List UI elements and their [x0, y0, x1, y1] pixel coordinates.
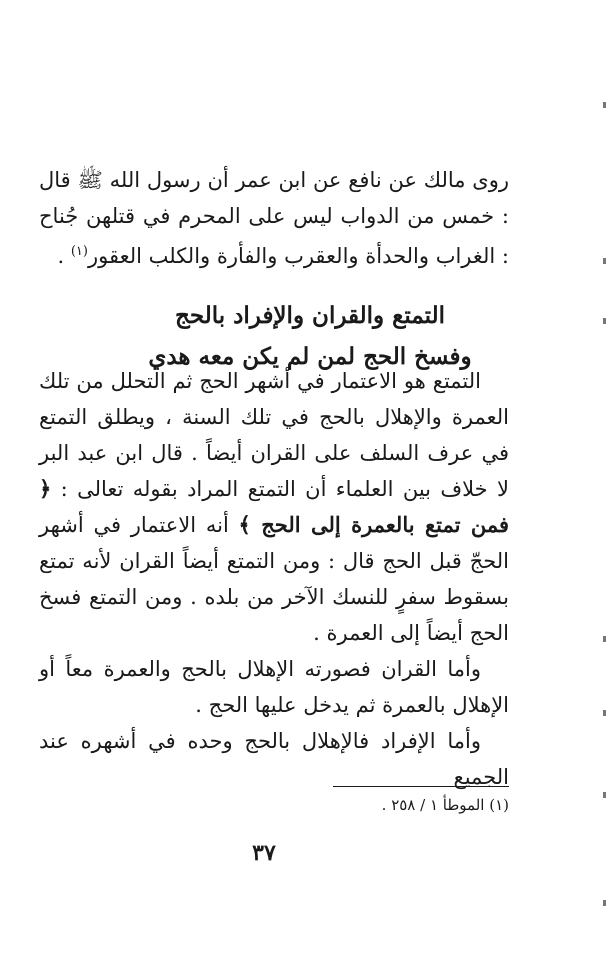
body-paragraph-qiran: وأما القران فصورته الإهلال بالحج والعمرة معاً أو الإهلال بالعمرة ثم يدخل عليها الحج .	[39, 657, 509, 717]
scan-edge-mark	[603, 318, 606, 324]
tamattu-text-1: التمتع هو الاعتمار في أشهر الحج ثم التحلل من تلك العمرة والإهلال بالحج في تلك السنة ، ويطلق التمتع في عرف السلف على القران أيضاً . قال ابن عبد البر لا خلاف بين العلماء أن التمتع المراد بقوله تعالى :	[39, 369, 509, 501]
hadith-end: .	[57, 244, 71, 268]
footnote: (١) الموطأ ١ / ٢٥٨ .	[381, 796, 509, 814]
scan-edge-mark	[603, 792, 606, 798]
page-number: ٣٧	[252, 840, 276, 866]
section-heading-line1: التمتع والقران والإفراد بالحج	[175, 302, 445, 329]
footnote-reference: (١)	[70, 244, 88, 259]
scan-edge-mark	[603, 102, 606, 108]
quran-quote: ﴿ فمن تمتع بالعمرة إلى الحج ﴾	[39, 476, 509, 537]
hadith-paragraph	[39, 162, 509, 274]
tamattu-text-2: أنه الاعتمار في أشهر الحجّ قبل الحج قال : ومن التمتع أيضاً القران لأنه تمتع بسقوط سفرٍ للنسك الآخر من بلده . ومن التمتع فسخ الحج أيضاً إلى العمرة .	[39, 513, 509, 645]
scan-edge-mark	[603, 258, 606, 264]
body-paragraph-tamattu	[39, 363, 509, 651]
scan-edge-mark	[603, 900, 606, 906]
body-text	[39, 363, 509, 795]
scan-edge-mark	[603, 636, 606, 642]
section-heading-line2: وفسخ الحج لمن لم يكن معه هدي	[148, 343, 472, 370]
footnote-divider	[333, 786, 509, 787]
scan-edge-mark	[603, 710, 606, 716]
hadith-text: روى مالك عن نافع عن ابن عمر أن رسول الله ﷺ قال : خمس من الدواب ليس على المحرم في قتلهن جُناح : الغراب والحدأة والعقرب والفأرة والكلب العقور	[39, 168, 509, 268]
body-paragraph-ifrad: وأما الإفراد فالإهلال بالحج وحده في أشهره عند الجميع	[39, 729, 509, 789]
